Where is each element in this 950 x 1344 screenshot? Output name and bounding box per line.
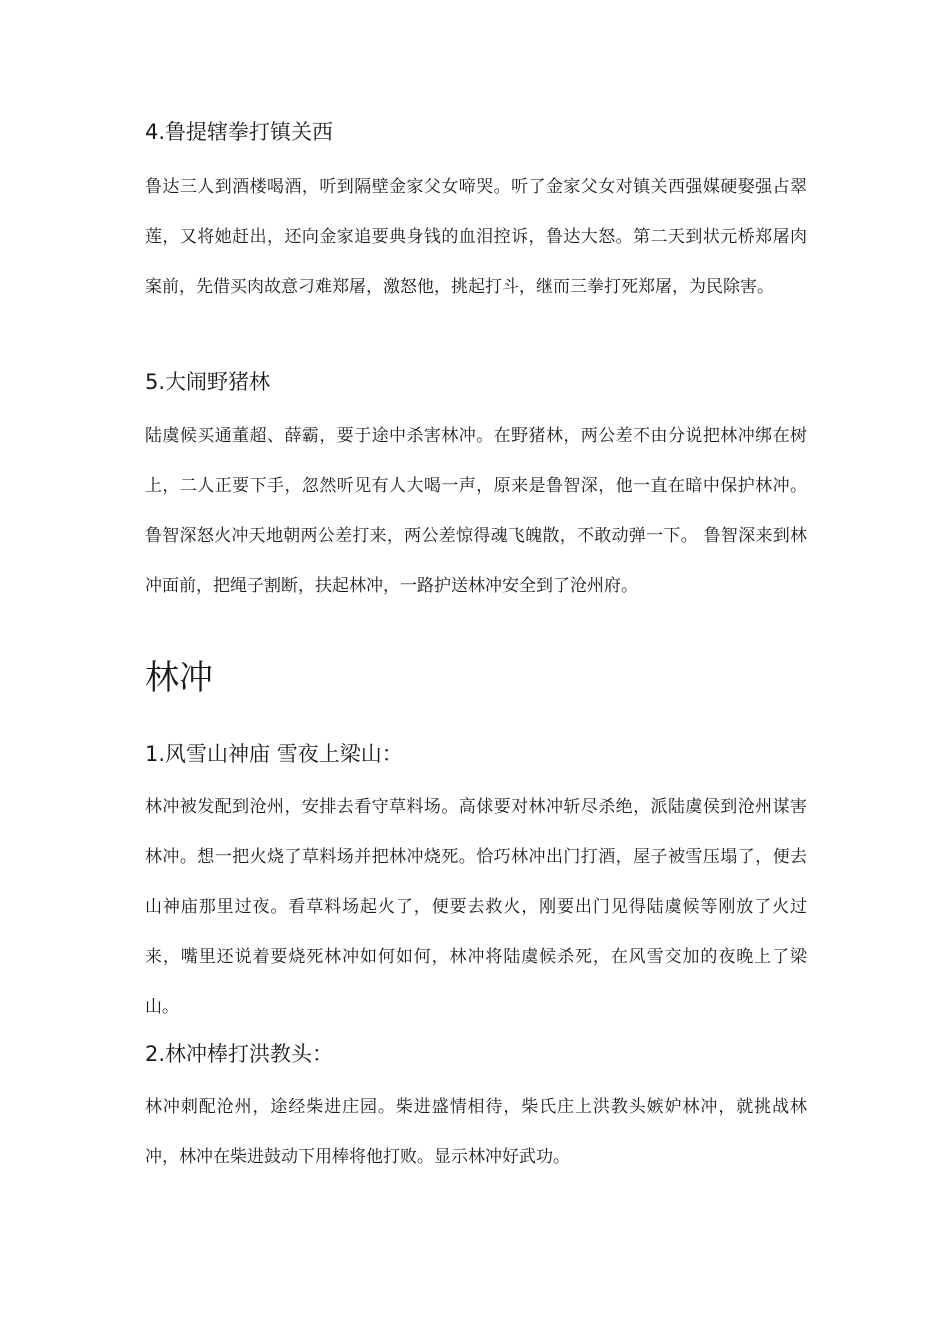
section-heading-lin-1: 1.风雪山神庙 雪夜上梁山：: [145, 742, 403, 766]
paragraph-lin-2: 林冲刺配沧州，途经柴进庄园。柴进盛情相待，柴氏庄上洪教头嫉妒林冲，就挑战林冲，林冲在柴进鼓动下用棒将他打败。显示林冲好武功。: [145, 1097, 807, 1167]
paragraph-lu-5: 陆虞候买通董超、薛霸，要于途中杀害林冲。在野猪林，两公差不由分说把林冲绑在树上，二人正要下手，忽然听见有人大喝一声，原来是鲁智深，他一直在暗中保护林冲。鲁智深怒火冲天地朝两公差打来，两公差惊得魂飞魄散，不敢动弹一下。 鲁智深来到林冲面前，把绳子割断，扶起林冲，一路护送林冲安全到了沧州府。: [145, 426, 807, 596]
section-heading-lin-2: 2.林冲棒打洪教头：: [145, 1042, 334, 1066]
section-heading-lu-5: 5.大闹野猪林: [145, 370, 271, 394]
paragraph-lu-4: 鲁达三人到酒楼喝酒，听到隔壁金家父女啼哭。听了金家父女对镇关西强媒硬娶强占翠莲，又将她赶出，还向金家追要典身钱的血泪控诉，鲁达大怒。第二天到状元桥郑屠肉案前，先借买肉故意刁难郑屠，激怒他，挑起打斗，继而三拳打死郑屠，为民除害。: [145, 177, 807, 297]
chapter-title-lin-chong: 林冲: [145, 658, 213, 698]
section-heading-lu-4: 4.鲁提辖拳打镇关西: [145, 120, 334, 144]
paragraph-lin-1: 林冲被发配到沧州，安排去看守草料场。高俅要对林冲斩尽杀绝，派陆虞侯到沧州谋害林冲。想一把火烧了草料场并把林冲烧死。恰巧林冲出门打酒，屋子被雪压塌了，便去山神庙那里过夜。看草料场起火了，便要去救火，刚要出门见得陆虞候等刚放了火过来，嘴里还说着要烧死林冲如何如何，林冲将陆虞候杀死，在风雪交加的夜晚上了梁山。: [145, 797, 807, 1017]
